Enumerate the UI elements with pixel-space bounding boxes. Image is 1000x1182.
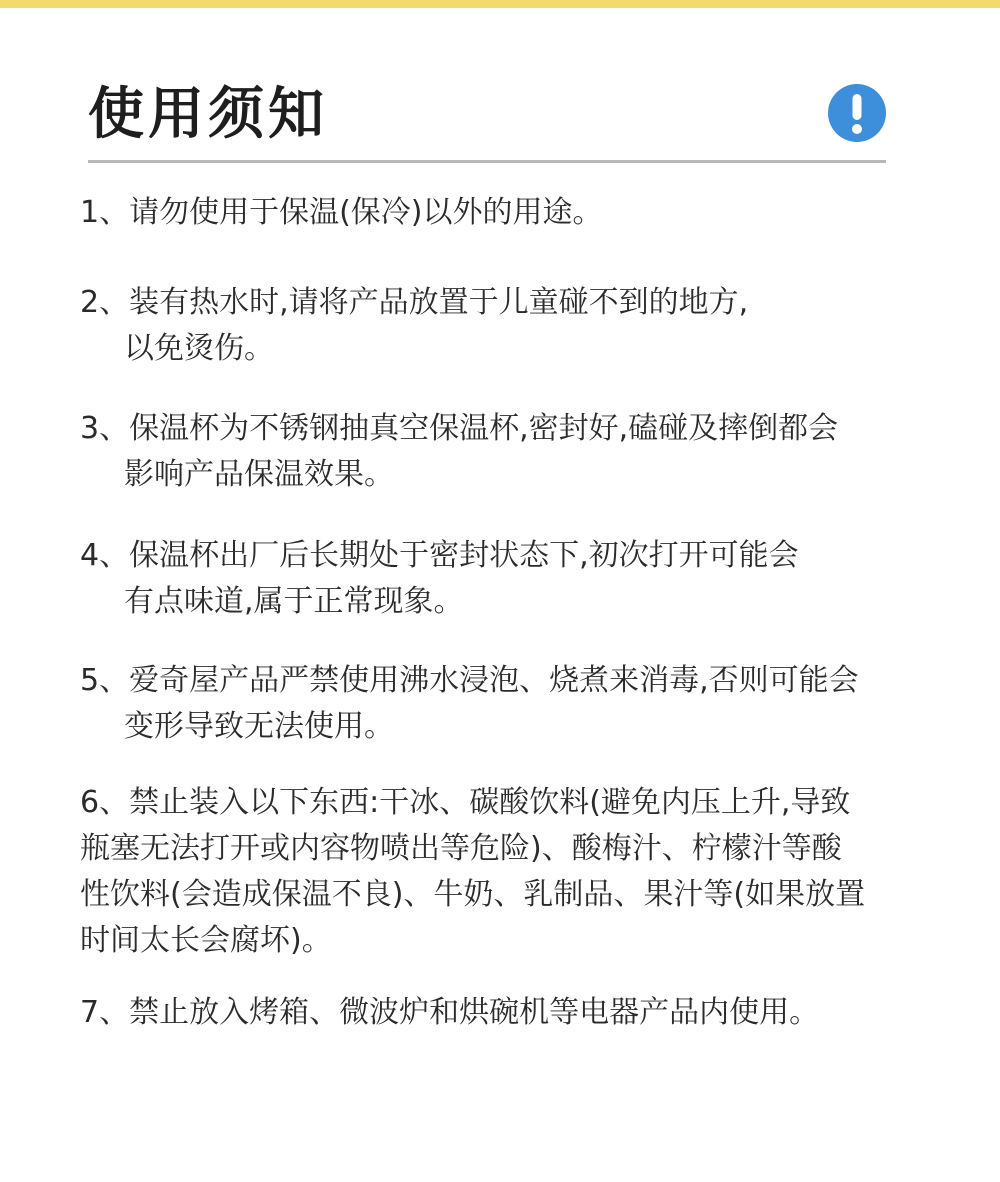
exclamation-icon (828, 84, 886, 142)
notice-item-2 (80, 280, 950, 372)
notice-item-3 (80, 406, 950, 498)
notice-item-line: 时间太长会腐坏)。 (80, 923, 332, 958)
notice-item-line: 性饮料(会造成保温不良)、牛奶、乳制品、果汁等(如果放置 (80, 877, 866, 912)
notice-item-line: 变形导致无法使用。 (124, 709, 394, 744)
notice-item-line: 1、请勿使用于保温(保冷)以外的用途。 (80, 195, 603, 230)
notice-item-line: 4、保温杯出厂后长期处于密封状态下,初次打开可能会 (80, 538, 799, 573)
notice-item-line: 以免烫伤。 (124, 331, 274, 366)
notice-item-line: 影响产品保温效果。 (124, 457, 394, 492)
title-divider (88, 160, 886, 163)
notice-item-7 (80, 990, 950, 1036)
notice-item-4 (80, 533, 950, 625)
notice-item-line: 有点味道,属于正常现象。 (124, 584, 464, 619)
notice-item-line: 瓶塞无法打开或内容物喷出等危险)、酸梅汁、柠檬汁等酸 (80, 831, 842, 866)
notice-item-line: 7、禁止放入烤箱、微波炉和烘碗机等电器产品内使用。 (80, 995, 820, 1030)
page-title: 使用须知 (88, 82, 328, 147)
notice-item-6 (80, 780, 950, 964)
notice-item-1 (80, 190, 950, 236)
notice-item-line: 5、爱奇屋产品严禁使用沸水浸泡、烧煮来消毒,否则可能会 (80, 663, 859, 698)
notice-item-line: 3、保温杯为不锈钢抽真空保温杯,密封好,磕碰及摔倒都会 (80, 411, 839, 446)
header (88, 72, 888, 162)
notice-item-line: 6、禁止装入以下东西:干冰、碳酸饮料(避免内压上升,导致 (80, 785, 851, 820)
notice-item-5 (80, 658, 950, 750)
notice-item-line: 2、装有热水时,请将产品放置于儿童碰不到的地方, (80, 285, 749, 320)
top-accent-bar (0, 0, 1000, 8)
